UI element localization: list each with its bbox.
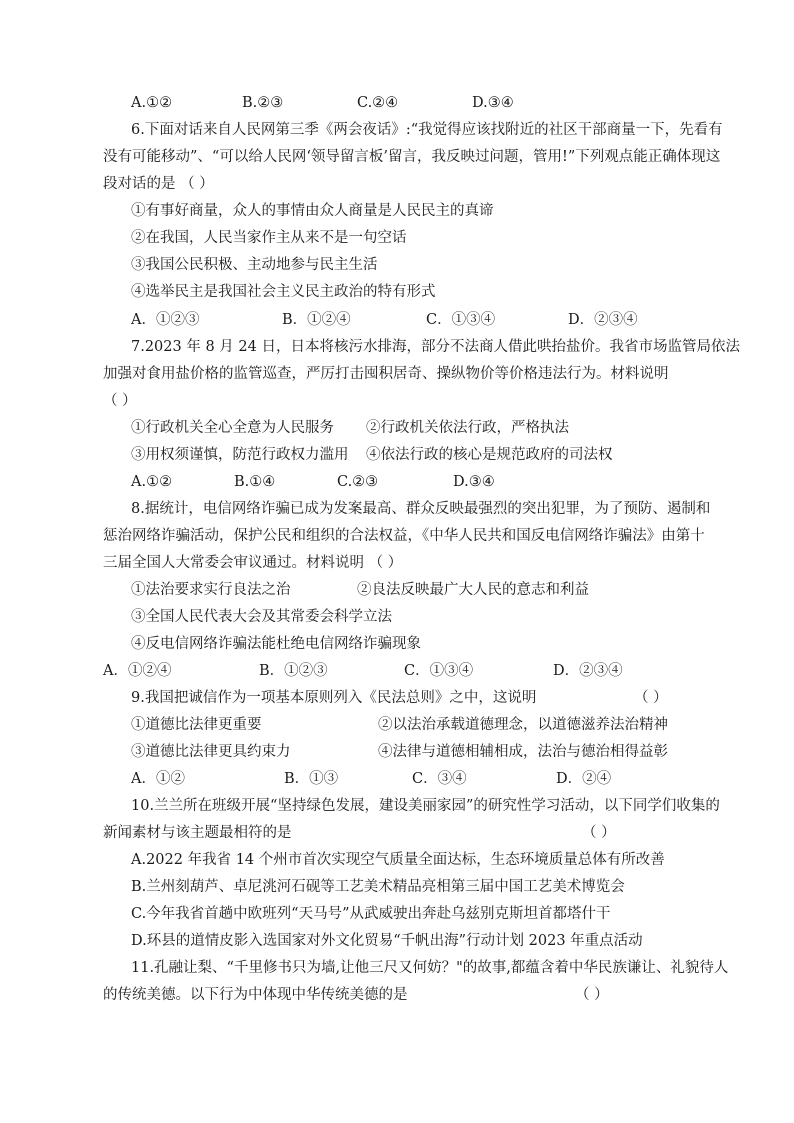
q10-option-c: C.今年我省首趟中欧班列“天马号”从武威驶出奔赴乌兹别克斯坦首都塔什干 <box>131 906 611 922</box>
q6-stem-line-1: 6.下面对话来自人民网第三季《两会夜话》:“我觉得应该找附近的社区干部商量一下，先看有 <box>131 122 723 138</box>
q6-option-b: B．①②④ <box>282 312 351 328</box>
q8-stem-line-3: 三届全国人大常委会审议通过。材料说明 （ ） <box>103 555 403 571</box>
q8-statement-1: ①法治要求实行良法之治 <box>131 582 291 598</box>
q7-statement-1: ①行政机关全心全意为人民服务 <box>131 420 334 436</box>
q9-option-b: B．①③ <box>284 771 339 787</box>
q9-answer-paren: （ ） <box>634 690 668 706</box>
q6-statement-1: ①有事好商量，众人的事情由众人商量是人民民主的真谛 <box>131 203 494 219</box>
q7-option-c: C.②③ <box>337 474 379 490</box>
q7-stem-line-2: 加强对食用盐价格的监管巡查，严厉打击囤积居奇、操纵物价等价格违法行为。材料说明 <box>103 366 669 382</box>
q10-stem-line-1: 10.兰兰所在班级开展“坚持绿色发展，建设美丽家园”的研究性学习活动，以下同学们收集的 <box>131 798 720 814</box>
q9-statement-1: ①道德比法律更重要 <box>131 717 262 733</box>
q5-option-a: A.①② <box>131 95 173 111</box>
q6-statement-3: ③我国公民积极、主动地参与民主生活 <box>131 257 378 273</box>
q6-option-c: C．①③④ <box>426 312 496 328</box>
q7-option-a: A.①② <box>131 474 173 490</box>
q5-option-c: C.②④ <box>357 95 399 111</box>
q7-stem-line-3: （ ） <box>103 393 137 409</box>
q9-statement-3: ③道德比法律更具约束力 <box>131 744 291 760</box>
q8-statement-3: ③全国人民代表大会及其常委会科学立法 <box>131 609 392 625</box>
q9-option-a: A．①② <box>131 771 185 787</box>
q11-stem-line-1: 11.孔融让梨、“千里修书只为墙,让他三尺又何妨？"的故事,都蕴含着中华民族谦让、礼貌待人 <box>131 960 729 976</box>
q8-option-a: A．①②④ <box>103 663 172 679</box>
q7-statement-3: ③用权须谨慎，防范行政权力滥用 <box>131 447 349 463</box>
q6-option-a: A．①②③ <box>131 312 200 328</box>
q11-answer-paren: （ ） <box>575 987 609 1003</box>
q11-stem-line-2: 的传统美德。以下行为中体现中华传统美德的是 <box>103 987 408 1003</box>
q6-stem-line-2: 没有可能移动”、“可以给人民网‘领导留言板’留言，我反映过问题，管用!”下列观点能正确体现这 <box>103 149 721 165</box>
q6-statement-4: ④选举民主是我国社会主义民主政治的特有形式 <box>131 284 436 300</box>
q10-answer-paren: （ ） <box>582 825 616 841</box>
q10-option-d: D.环县的道情皮影入选国家对外文化贸易“千帆出海”行动计划 2023 年重点活动 <box>131 933 643 949</box>
q8-stem-line-1: 8.据统计，电信网络诈骗已成为发案最高、群众反映最强烈的突出犯罪，为了预防、遏制和 <box>131 501 711 517</box>
q10-option-a: A.2022 年我省 14 个州市首次实现空气质量全面达标，生态环境质量总体有所改善 <box>131 852 665 868</box>
q7-statement-4: ④依法行政的核心是规范政府的司法权 <box>366 447 613 463</box>
q6-stem-line-3: 段对话的是 （ ） <box>103 176 214 192</box>
q7-statement-2: ②行政机关依法行政，严格执法 <box>366 420 569 436</box>
q8-stem-line-2: 惩治网络诈骗活动，保护公民和组织的合法权益，《中华人民共和国反电信网络诈骗法》由第十 <box>103 528 705 544</box>
q9-statement-2: ②以法治承载道德理念，以道德滋养法治精神 <box>378 717 668 733</box>
q7-option-b: B.①④ <box>234 474 276 490</box>
q8-option-c: C．①③④ <box>404 663 474 679</box>
q9-option-d: D．②④ <box>556 771 612 787</box>
q5-option-d: D.③④ <box>472 95 514 111</box>
q8-statement-4: ④反电信网络诈骗法能杜绝电信网络诈骗现象 <box>131 636 421 652</box>
q9-statement-4: ④法律与道德相辅相成，法治与德治相得益彰 <box>378 744 668 760</box>
q9-stem: 9.我国把诚信作为一项基本原则列入《民法总则》之中，这说明 <box>131 690 537 706</box>
q6-statement-2: ②在我国，人民当家作主从来不是一句空话 <box>131 230 407 246</box>
q5-option-b: B.②③ <box>242 95 284 111</box>
q7-stem-line-1: 7.2023 年 8 月 24 日，日本将核污水排海，部分不法商人借此哄抬盐价。我省市场监管局依法 <box>131 339 740 355</box>
q10-stem-line-2: 新闻素材与该主题最相符的是 <box>103 825 292 841</box>
q9-option-c: C．③④ <box>412 771 467 787</box>
q7-option-d: D.③④ <box>453 474 495 490</box>
q8-statement-2: ②良法反映最广大人民的意志和利益 <box>357 582 589 598</box>
q8-option-d: D．②③④ <box>553 663 623 679</box>
q10-option-b: B.兰州刻葫芦、卓尼洮河石砚等工艺美术精品亮相第三届中国工艺美术博览会 <box>131 879 625 895</box>
q6-option-d: D．②③④ <box>568 312 638 328</box>
q8-option-b: B．①②③ <box>259 663 328 679</box>
